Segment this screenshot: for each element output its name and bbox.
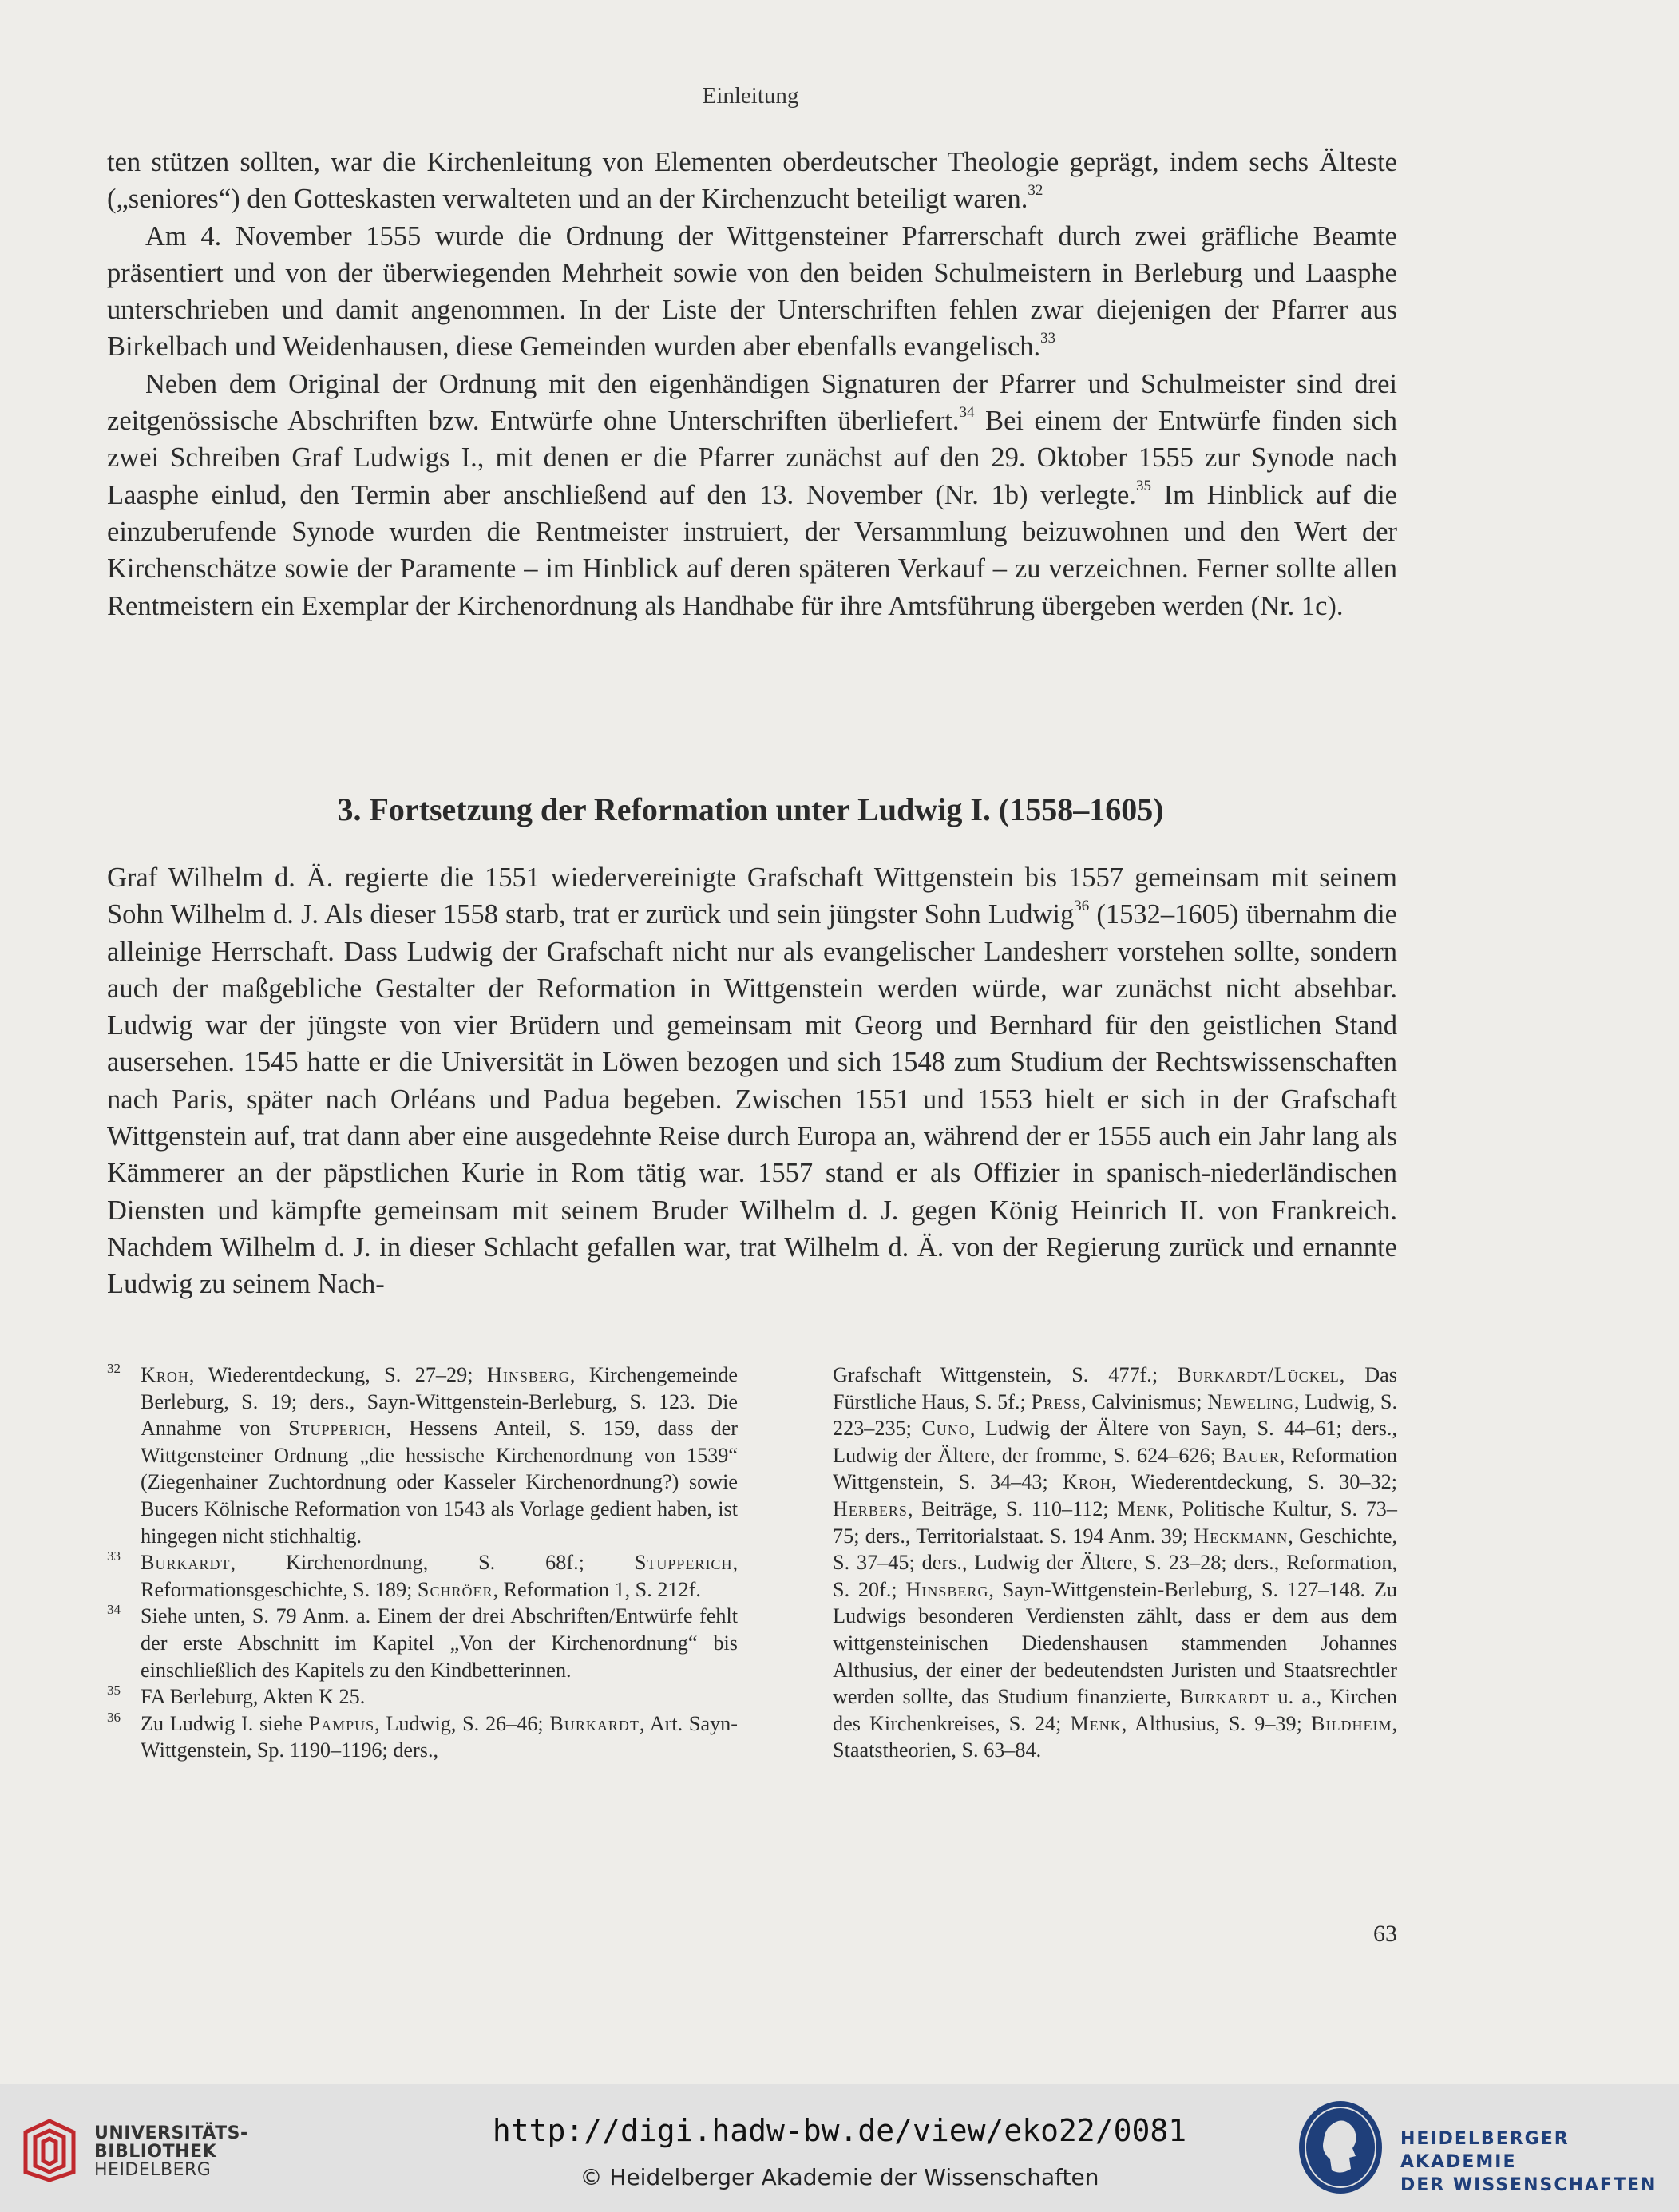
text-run: FA Berleburg, Akten K 25. (141, 1685, 366, 1709)
footnote-reference[interactable]: 33 (1040, 329, 1056, 347)
footnote-number: 35 (107, 1683, 121, 1699)
text-run: , Politische Kultur, S. 73–75; ders., Territorialstaat. S. 194 Anm. 39; (833, 1496, 1397, 1548)
academy-seal-icon[interactable] (1297, 2095, 1384, 2199)
text-run: , Beiträge, S. 110–112; (907, 1496, 1118, 1520)
author-name: Burkardt/Lückel (1178, 1363, 1340, 1386)
library-name-line3: HEIDELBERG (94, 2160, 212, 2180)
footnote (107, 1549, 738, 1603)
academy-name[interactable] (1400, 2127, 1679, 2197)
text-run: Grafschaft Wittgenstein, S. 477f.; (833, 1363, 1178, 1386)
footnotes-left-column (107, 1362, 738, 1764)
text-run: Am 4. November 1555 wurde die Ordnung der Wittgensteiner Pfarrerschaft durch zwei gräfliche Beamte präsentiert und von der überwiegenden Mehrheit sowie von den beiden Schulmeistern in Berleburg und Laasphe unterschrieben und damit angenommen. In der Liste der Unterschriften fehlen zwar diejenigen der Pfarrer aus Birkelbach und Weidenhausen, diese Gemeinden wurden aber ebenfalls evangelisch. (107, 220, 1397, 363)
body-text-bottom (107, 859, 1397, 1303)
body-text-top (107, 144, 1397, 624)
paragraph (107, 144, 1397, 218)
author-name: Schröer (417, 1577, 493, 1601)
text-run: , Das Fürstliche Haus, S. 5f.; (833, 1363, 1397, 1413)
text-run: , Kirchenordnung, S. 68f.; (230, 1551, 635, 1575)
author-name: Menk (1117, 1496, 1169, 1520)
text-run: , Reformationsgeschichte, S. 189; (141, 1551, 738, 1601)
footnote (107, 1362, 738, 1549)
footnote-number: 33 (107, 1548, 121, 1564)
author-name: Bauer (1222, 1443, 1280, 1467)
footnote-reference[interactable]: 34 (959, 403, 975, 421)
author-name: Pampus (308, 1711, 375, 1735)
author-name: Kroh (141, 1363, 189, 1386)
footnote-reference[interactable]: 36 (1074, 897, 1090, 914)
author-name: Bildheim (1311, 1711, 1392, 1735)
footnote-reference[interactable]: 32 (1028, 181, 1043, 199)
paragraph (107, 218, 1397, 366)
footnote (107, 1683, 738, 1711)
footnote (107, 1603, 738, 1683)
academy-name-line1: HEIDELBERGER AKADEMIE (1400, 2129, 1570, 2172)
text-run: , Althusius, S. 9–39; (1121, 1711, 1311, 1735)
text-run: ten stützen sollten, war die Kirchenleitung von Elementen oberdeutscher Theologie geprägt, indem sechs Älteste („seniores“) den Gotteskasten verwalteten und an der Kirchenzucht beteiligt waren. (107, 147, 1397, 215)
footnote (799, 1362, 1397, 1764)
author-name: Herbers (833, 1496, 908, 1520)
text-run: , Wiederentdeckung, S. 27–29; (188, 1363, 487, 1386)
footnote-number: 34 (107, 1602, 121, 1618)
text-run: Siehe unten, S. 79 Anm. a. Einem der drei Abschriften/Entwürfe fehlt der erste Abschnitt im Kapitel „Von der Kirchenordnung“ bis einschließlich des Kapitels zu den Kindbetterinnen. (141, 1604, 738, 1682)
library-name-line1: UNIVERSITÄTS- (94, 2123, 248, 2143)
paragraph (107, 366, 1397, 624)
text-run: Graf Wilhelm d. Ä. regierte die 1551 wiedervereinigte Grafschaft Wittgenstein bis 1557 gemeinsam mit seinem Sohn Wilhelm d. J. Als dieser 1558 starb, trat er zurück und sein jüngster Sohn Ludwig (107, 862, 1397, 930)
author-name: Kroh (1063, 1470, 1111, 1494)
text-run: (1532–1605) übernahm die alleinige Herrschaft. Dass Ludwig der Grafschaft nicht nur als evangelischer Landesherr vorstehen sollte, sondern auch der maßgebliche Gestalter der Reformation in Wittgenstein werden würde, war zunächst nicht absehbar. Ludwig war der jüngste von vier Brüdern und gemeinsam mit Georg und Bernhard für den geistlichen Stand ausersehen. 1545 hatte er die Universität in Löwen bezogen und sich 1548 zum Studium der Rechtswissenschaften nach Paris, später nach Orléans und Padua begeben. Zwischen 1551 und 1553 hielt er sich in der Grafschaft Wittgenstein auf, trat dann aber eine ausgedehnte Reise durch Europa an, während der er 1555 auch ein Jahr lang als Kämmerer an der päpstlichen Kurie in Rom tätig war. 1557 stand er als Offizier in spanisch-niederländischen Diensten und kämpfte gemeinsam mit seinem Bruder Wilhelm d. J. gegen König Heinrich II. von Frankreich. Nachdem Wilhelm d. J. in dieser Schlacht gefallen war, trat Wilhelm d. Ä. von der Regierung zurück und ernannte Ludwig zu seinem Nach- (107, 899, 1397, 1300)
text-run: , Reformation Wittgenstein, S. 34–43; (833, 1443, 1398, 1494)
author-name: Burkardt (549, 1711, 640, 1735)
text-run: , Geschichte, S. 37–45; ders., Ludwig der Ältere, S. 23–28; ders., Reformation, S. 20f.; (833, 1524, 1397, 1601)
footnote-number: 32 (107, 1361, 121, 1376)
text-run: Neben dem Original der Ordnung mit den eigenhändigen Signaturen der Pfarrer und Schulmeister sind drei zeitgenössische Abschriften bzw. Entwürfe ohne Unterschriften überliefert. (107, 368, 1397, 437)
section-heading: 3. Fortsetzung der Reformation unter Ludwig I. (1558–1605) (337, 791, 1164, 827)
footer-bar (0, 2084, 1679, 2212)
paragraph (107, 859, 1397, 1303)
author-name: Heckmann (1194, 1524, 1289, 1548)
text-run: , Calvinismus; (1081, 1389, 1208, 1413)
author-name: Burkardt (1179, 1685, 1270, 1709)
text-run: , Wiederentdeckung, S. 30–32; (1111, 1470, 1397, 1494)
text-run: Zu Ludwig I. siehe (141, 1711, 309, 1735)
text-run: , Kirchengemeinde Berleburg, S. 19; ders., Sayn-Wittgenstein-Berleburg, S. 123. Die Annahme von (141, 1363, 738, 1441)
text-run: , Art. Sayn-Wittgenstein, Sp. 1190–1196; ders., (141, 1711, 738, 1762)
footnotes-right-column (799, 1362, 1397, 1764)
text-run: , Hessens Anteil, S. 159, dass der Wittgensteiner Ordnung „die hessische Kirchenordnung von 1539“ (Ziegenhainer Zuchtordnung oder Kasseler Kirchenordnung?) sowie Bucers Kölnische Reformation von 1543 als Vorlage gedient haben, ist hingegen nicht stichhaltig. (141, 1417, 739, 1548)
text-run: , Sayn-Wittgenstein-Berleburg, S. 127–148. Zu Ludwigs besonderen Verdiensten zählt, dass er dem aus dem wittgensteinischen Diedenshausen stammenden Johannes Althusius, der einer der bedeutendsten Juristen und Staatsrechtler werden sollte, das Studium finanzierte, (833, 1577, 1397, 1709)
author-name: Neweling (1207, 1389, 1295, 1413)
academy-name-line2: DER WISSENSCHAFTEN (1400, 2175, 1657, 2195)
copyright-notice: © Heidelberger Akademie der Wissenschaften (580, 2164, 1099, 2190)
library-name-line2: BIBLIOTHEK (94, 2142, 217, 2162)
text-run: Im Hinblick auf die einzuberufende Synode wurden die Rentmeister instruiert, der Versammlung beizuwohnen und den Wert der Kirchenschätze sowie der Paramente – im Hinblick auf deren späteren Verkauf – zu verzeichnen. Ferner sollte allen Rentmeistern ein Exemplar der Kirchenordnung als Handhabe für ihre Amtsführung übergeben werden (Nr. 1c). (107, 479, 1397, 621)
author-name: Cuno (921, 1417, 970, 1441)
running-head: Einleitung (702, 83, 799, 109)
author-name: Hinsberg (905, 1577, 989, 1601)
author-name: Burkardt (141, 1551, 231, 1575)
text-run: u. a., Kirchen des Kirchenkreises, S. 24; (833, 1685, 1397, 1735)
text-run: , Ludwig, S. 26–46; (374, 1711, 550, 1735)
author-name: Menk (1070, 1711, 1122, 1735)
text-run: Bei einem der Entwürfe finden sich zwei Schreiben Graf Ludwigs I., mit denen er die Pfarrer zunächst auf den 29. Oktober 1555 zur Synode nach Laasphe einlud, den Termin aber anschließend auf den 13. November (Nr. 1b) verlegte. (107, 406, 1397, 510)
author-name: Hinsberg (486, 1363, 570, 1386)
text-run: , Reformation 1, S. 212f. (493, 1577, 701, 1601)
author-name: Press (1031, 1389, 1082, 1413)
permalink-url[interactable]: http://digi.hadw-bw.de/view/eko22/0081 (492, 2113, 1187, 2148)
footnote-number: 36 (107, 1709, 121, 1725)
author-name: Stupperich (634, 1551, 733, 1575)
text-run: , Ludwig, S. 223–235; (833, 1389, 1398, 1441)
footnote-reference[interactable]: 35 (1135, 478, 1151, 495)
page-number: 63 (1373, 1921, 1397, 1947)
author-name: Stupperich (288, 1417, 386, 1441)
text-run: , Staatstheorien, S. 63–84. (833, 1711, 1397, 1762)
text-run: , Ludwig der Ältere von Sayn, S. 44–61; ders., Ludwig der Ältere, der fromme, S. 624–626; (833, 1417, 1397, 1467)
footnote (107, 1711, 738, 1764)
